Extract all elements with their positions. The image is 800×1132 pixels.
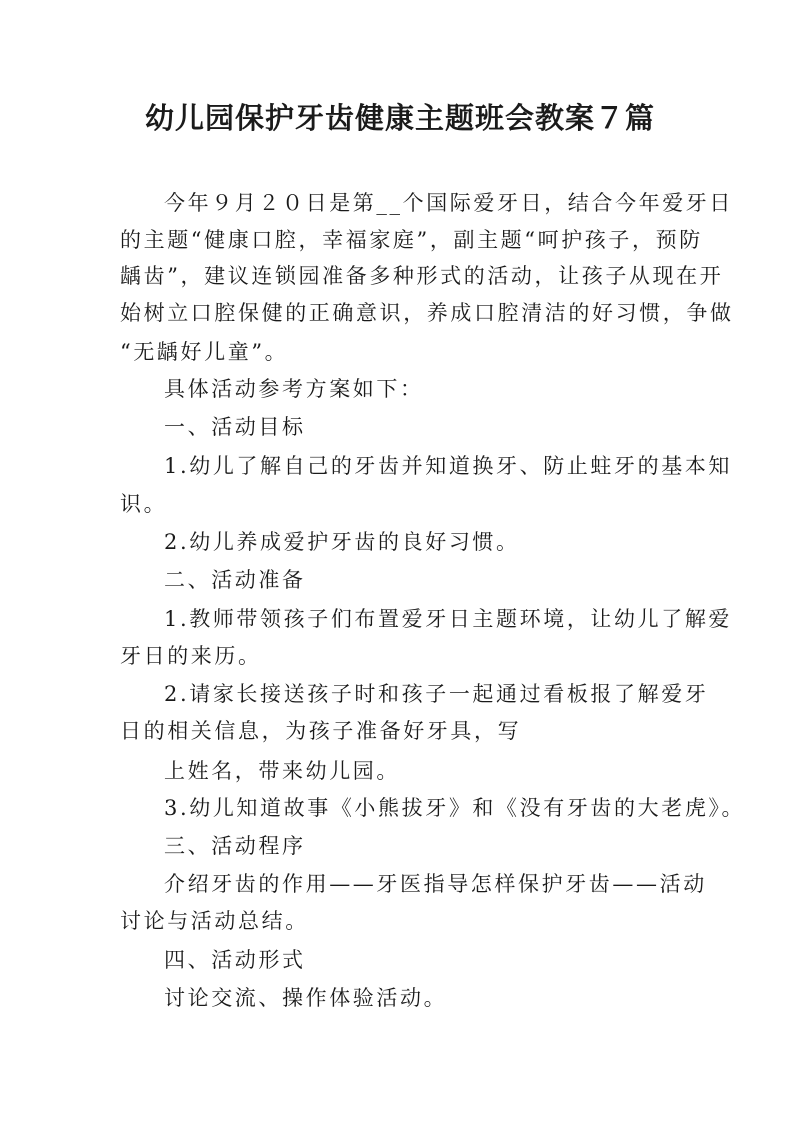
- list-item-continuation: 识。: [120, 492, 168, 516]
- list-item: 2.请家长接送孩子时和孩子一起通过看板报了解爱牙: [164, 682, 709, 706]
- list-item-continuation: 上姓名，带来幼儿园。: [164, 759, 400, 783]
- list-item: 1.幼儿了解自己的牙齿并知道换牙、防止蛀牙的基本知: [164, 454, 733, 478]
- list-item-continuation: 日的相关信息，为孩子准备好牙具，写: [120, 719, 522, 743]
- list-item-continuation: 牙日的来历。: [120, 644, 262, 668]
- paragraph-line: “无龋好儿童”。: [120, 340, 289, 364]
- paragraph-line: 讨论与活动总结。: [120, 909, 309, 933]
- paragraph-line: 介绍牙齿的作用——牙医指导怎样保护牙齿——活动: [164, 872, 707, 896]
- paragraph-line: 始树立口腔保健的正确意识，养成口腔清洁的好习惯，争做: [120, 301, 734, 325]
- section-heading: 二、活动准备: [164, 568, 306, 592]
- section-heading: 四、活动形式: [164, 948, 306, 972]
- paragraph-line: 讨论交流、操作体验活动。: [164, 986, 448, 1010]
- paragraph-line: 具体活动参考方案如下：: [164, 377, 424, 401]
- list-item: 2.幼儿养成爱护牙齿的良好习惯。: [164, 530, 520, 554]
- list-item: 1.教师带领孩子们布置爱牙日主题环境，让幼儿了解爱: [164, 607, 733, 631]
- list-item: 3.幼儿知道故事《小熊拔牙》和《没有牙齿的大老虎》。: [164, 796, 746, 820]
- paragraph-line: 的主题“健康口腔，幸福家庭”，副主题“呵护孩子，预防: [120, 228, 703, 252]
- paragraph-line: 今年９月２０日是第__个国际爱牙日，结合今年爱牙日: [164, 191, 733, 215]
- document-title: 幼儿园保护牙齿健康主题班会教案７篇: [144, 101, 655, 135]
- paragraph-line: 龋齿”，建议连锁园准备多种形式的活动，让孩子从现在开: [120, 264, 724, 288]
- section-heading: 一、活动目标: [164, 415, 306, 439]
- section-heading: 三、活动程序: [164, 834, 306, 858]
